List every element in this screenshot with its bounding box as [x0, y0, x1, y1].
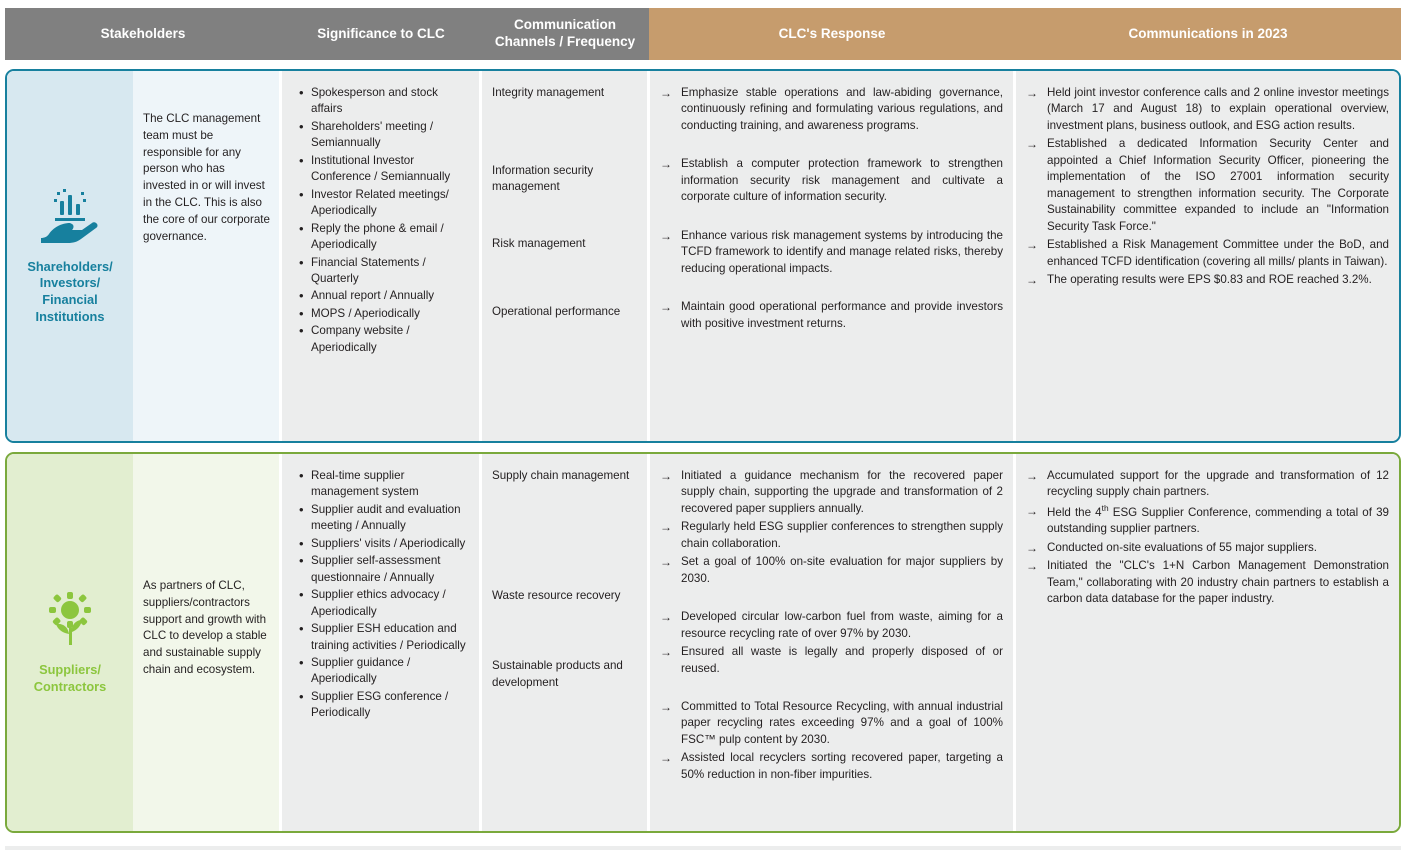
header-channels: Communication Channels / Frequency	[481, 8, 649, 60]
list-item: • Financial Statements / Quarterly	[311, 255, 469, 288]
communications-column	[1013, 71, 1399, 441]
list-item: → Initiated a guidance mechanism for the recovered paper supply chain, supporting the upgrade and transformation of 2 recovered paper suppliers annually.	[660, 468, 1003, 517]
stakeholder-icon-column	[7, 454, 133, 831]
list-item: → Held the 4th ESG Supplier Conference, commending a total of 39 outstanding supplier partners.	[1026, 503, 1389, 538]
list-item: • Supplier self-assessment questionnaire / Annually	[311, 553, 469, 586]
topics-column	[479, 71, 647, 441]
topic-label: Risk management	[492, 236, 586, 250]
response-column	[647, 454, 1013, 831]
list-item: → Developed circular low-carbon fuel from waste, aiming for a resource recycling rate of over 97% by 2030.	[660, 609, 1003, 642]
list-item: → Enhance various risk management systems by introducing the TCFD framework to identify and manage related risks, thereby reducing operational impacts.	[660, 228, 1003, 277]
list-item: • Supplier ESG conference / Periodically	[311, 689, 469, 722]
list-item: • Spokesperson and stock affairs	[311, 85, 469, 118]
list-item: • Institutional Investor Conference / Semiannually	[311, 153, 469, 186]
list-item: • Shareholders' meeting / Semiannually	[311, 119, 469, 152]
communications-list-shareholders	[1026, 85, 1389, 288]
significance-text: As partners of CLC, suppliers/contractors support and growth with CLC to develop a stable and sustainable supply chain and ecosystem.	[133, 454, 279, 831]
table-header-row	[5, 8, 1401, 60]
list-item: → Held joint investor conference calls and 2 online investor meetings (March 17 and August 18) to explain operational overview, investment plans, business outlook, and ESG action results.	[1026, 85, 1389, 134]
list-item: • Supplier audit and evaluation meeting / Annually	[311, 502, 469, 535]
topic-label: Information security management	[492, 164, 594, 194]
list-item: • Annual report / Annually	[311, 288, 469, 304]
communications-list-suppliers	[1026, 468, 1389, 607]
list-item: → Accumulated support for the upgrade and transformation of 12 recycling supply chain partners.	[1026, 468, 1389, 501]
topic-label: Sustainable products and development	[492, 659, 623, 689]
list-item: • Real-time supplier management system	[311, 468, 469, 501]
stakeholder-label: Shareholders/ Investors/ Financial Institutions	[27, 258, 113, 324]
list-item: • Company website / Aperiodically	[311, 323, 469, 356]
topic-label: Waste resource recovery	[492, 589, 621, 603]
header-stakeholders: Stakeholders	[5, 8, 281, 60]
list-item: → Ensured all waste is legally and properly disposed of or reused.	[660, 644, 1003, 677]
list-item: • Suppliers' visits / Aperiodically	[311, 536, 469, 552]
list-item: → The operating results were EPS $0.83 and ROE reached 3.2%.	[1026, 272, 1389, 288]
hand-holding-chart-icon	[38, 187, 102, 245]
topic-label: Integrity management	[492, 86, 605, 99]
list-item: → Established a Risk Management Committee under the BoD, and enhanced TCFD identification (covering all mills/ plants in Taiwan).	[1026, 237, 1389, 270]
list-item: • Reply the phone & email / Aperiodically	[311, 221, 469, 254]
response-column	[647, 71, 1013, 441]
list-item: → Initiated the "CLC's 1+N Carbon Management Demonstration Team," collaborating with 20 industry chain partners to establish a carbon data database for the paper industry.	[1026, 558, 1389, 607]
stakeholder-label: Suppliers/ Contractors	[33, 661, 107, 694]
list-item: → Set a goal of 100% on-site evaluation for major suppliers by 2030.	[660, 554, 1003, 587]
list-item: → Conducted on-site evaluations of 55 major suppliers.	[1026, 540, 1389, 556]
list-item: → Maintain good operational performance and provide investors with positive investment returns.	[660, 299, 1003, 332]
table-row-suppliers	[5, 452, 1401, 833]
list-item: → Emphasize stable operations and law-abiding governance, continuously refining and formulating various regulations, and conducting training, and awareness programs.	[660, 85, 1003, 134]
channels-list-suppliers	[296, 468, 469, 722]
header-significance: Significance to CLC	[281, 8, 481, 60]
list-item: • Supplier ethics advocacy / Aperiodically	[311, 587, 469, 620]
communications-column	[1013, 454, 1399, 831]
list-item: → Regularly held ESG supplier conferences to strengthen supply chain collaboration.	[660, 519, 1003, 552]
channels-column	[279, 71, 479, 441]
stakeholder-pane	[7, 454, 279, 831]
channels-list-shareholders	[296, 85, 469, 356]
list-item: • Investor Related meetings/ Aperiodically	[311, 187, 469, 220]
topic-label: Operational performance	[492, 304, 621, 318]
response-list-suppliers	[660, 468, 1003, 783]
stakeholder-pane	[7, 71, 279, 441]
plant-gear-icon	[38, 590, 102, 648]
bottom-divider	[5, 846, 1401, 850]
list-item: • Supplier guidance / Aperiodically	[311, 655, 469, 688]
response-list-shareholders	[660, 85, 1003, 332]
list-item: • Supplier ESH education and training activities / Periodically	[311, 621, 469, 654]
list-item: → Assisted local recyclers sorting recovered paper, targeting a 50% reduction in non-fiber impurities.	[660, 750, 1003, 783]
list-item: → Establish a computer protection framework to strengthen information security risk management and cultivate a corporate culture of information security.	[660, 156, 1003, 205]
list-item: • MOPS / Aperiodically	[311, 306, 469, 322]
channels-column	[279, 454, 479, 831]
stakeholder-icon-column	[7, 71, 133, 441]
topic-label: Supply chain management	[492, 469, 630, 482]
header-response: CLC's Response	[649, 8, 1015, 60]
significance-text: The CLC management team must be responsible for any person who has invested in or will invest in the CLC. This is also the core of our corporate governance.	[133, 71, 279, 441]
topics-column	[479, 454, 647, 831]
list-item: → Committed to Total Resource Recycling, with annual industrial paper recycling rates exceeding 97% and a goal of 100% FSC™ pulp content by 2030.	[660, 699, 1003, 748]
table-row-shareholders	[5, 69, 1401, 443]
header-communications: Communications in 2023	[1015, 8, 1401, 60]
list-item: → Established a dedicated Information Security Center and appointed a Chief Information Security Officer, pioneering the implementation of the ISO 27001 information security management to strengthen information security. The Corporate Sustainability committee expanded to include an "Information Security Task Force."	[1026, 136, 1389, 235]
